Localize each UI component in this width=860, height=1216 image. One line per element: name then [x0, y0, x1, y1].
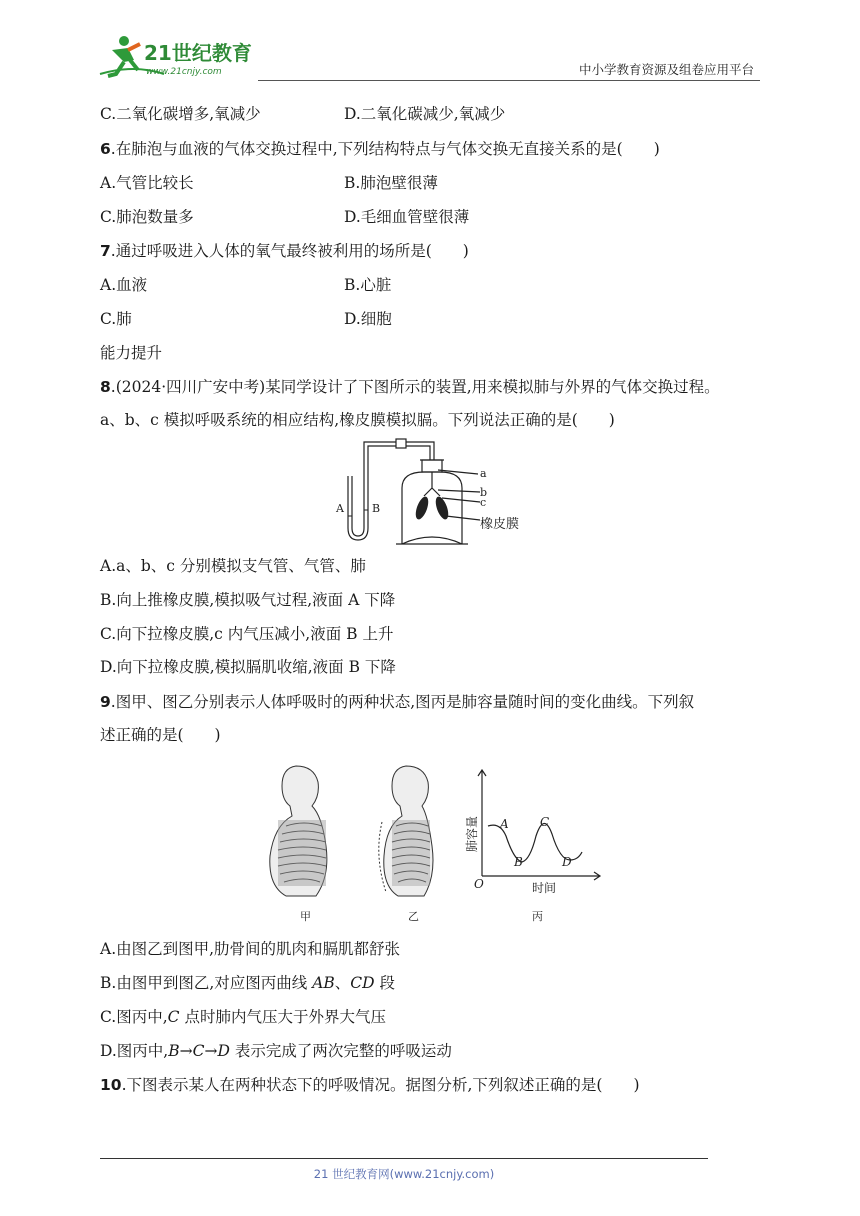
- q8-option-b: B.向上推橡皮膜,模拟吸气过程,液面 A 下降: [100, 591, 396, 609]
- label-c: c: [480, 496, 487, 509]
- q9-d-pre: D.图丙中,: [100, 1042, 169, 1060]
- caption-bing: 丙: [532, 910, 543, 923]
- q9-d-post: 表示完成了两次完整的呼吸运动: [229, 1042, 452, 1060]
- q6-stem-text: .在肺泡与血液的气体交换过程中,下列结构特点与气体交换无直接关系的是( ): [110, 140, 660, 158]
- q8-number: 8: [100, 378, 111, 396]
- q5-option-d: D.二氧化碳减少,氧减少: [344, 105, 506, 123]
- point-B-label: B: [514, 855, 523, 869]
- label-A: A: [336, 502, 344, 515]
- point-A-label: A: [500, 817, 509, 831]
- q9-c-point: C: [167, 1008, 180, 1026]
- section-title: 能力提升: [100, 344, 163, 362]
- q9-b-ab: AB: [312, 974, 335, 992]
- q8-option-c: C.向下拉橡皮膜,c 内气压减小,液面 B 上升: [100, 625, 394, 643]
- q8-stem-line1: [100, 377, 720, 397]
- q8-stem-line2: a、b、c 模拟呼吸系统的相应结构,橡皮膜模拟膈。下列说法正确的是( ): [100, 411, 615, 429]
- point-D-label: D: [562, 855, 572, 869]
- q9-stem-text1: .图甲、图乙分别表示人体呼吸时的两种状态,图丙是肺容量随时间的变化曲线。下列叙: [110, 693, 695, 711]
- q9-option-a: A.由图乙到图甲,肋骨间的肌肉和膈肌都舒张: [100, 940, 401, 958]
- q7-option-c: C.肺: [100, 310, 132, 328]
- point-C-label: C: [540, 815, 550, 829]
- q9-d-seq: B→C→D: [168, 1042, 230, 1060]
- lung-volume-chart: [478, 770, 600, 880]
- q7-number: 7: [100, 242, 111, 260]
- q9-stem-line2: 述正确的是( ): [100, 726, 221, 744]
- q9-stem-line1: [100, 692, 694, 712]
- q9-breathing-figure: [256, 756, 608, 926]
- q9-number: 9: [100, 693, 111, 711]
- q8-option-d: D.向下拉橡皮膜,模拟膈肌收缩,液面 B 下降: [100, 658, 396, 676]
- q8-option-a: A.a、b、c 分别模拟支气管、气管、肺: [100, 557, 366, 575]
- caption-jia: 甲: [300, 910, 311, 923]
- q7-option-a: A.血液: [100, 276, 148, 294]
- q10-stem: [100, 1075, 640, 1095]
- q9-option-b: [100, 973, 395, 993]
- q8-apparatus-figure: [326, 436, 532, 548]
- q6-option-a: A.气管比较长: [100, 174, 194, 192]
- label-B: B: [372, 502, 381, 515]
- q9-c-pre: C.图丙中,: [100, 1008, 168, 1026]
- torso-yi-figure: [379, 766, 433, 896]
- origin-label: O: [474, 877, 484, 891]
- logo-url: www.21cnjy.com: [146, 67, 222, 77]
- logo: [94, 34, 264, 80]
- footer-text: 21 世纪教育网(www.21cnjy.com): [313, 1167, 495, 1181]
- logo-text: 21世纪教育: [144, 41, 252, 65]
- y-axis: [478, 770, 486, 876]
- footer-divider: [100, 1158, 708, 1159]
- q6-stem: [100, 139, 660, 159]
- q6-option-d: D.毛细血管壁很薄: [344, 208, 470, 226]
- q8-stem-text1: .(2024·四川广安中考)某同学设计了下图所示的装置,用来模拟肺与外界的气体交换过程。: [110, 378, 720, 396]
- label-a: a: [480, 467, 487, 480]
- caption-yi: 乙: [408, 910, 419, 923]
- q7-stem-text: .通过呼吸进入人体的氧气最终被利用的场所是( ): [110, 242, 469, 260]
- q9-b-cd: CD: [350, 974, 375, 992]
- q6-option-b: B.肺泡壁很薄: [344, 174, 438, 192]
- q9-b-mid: 、: [334, 974, 351, 992]
- torso-jia-figure: [270, 766, 327, 896]
- x-axis: [482, 872, 600, 880]
- q10-number: 10: [100, 1076, 122, 1094]
- q6-option-c: C.肺泡数量多: [100, 208, 194, 226]
- label-b: b: [480, 486, 488, 499]
- q9-b-pre: B.由图甲到图乙,对应图丙曲线: [100, 974, 313, 992]
- x-axis-label: 时间: [532, 881, 557, 895]
- q9-option-d: [100, 1041, 452, 1061]
- q7-option-d: D.细胞: [344, 310, 392, 328]
- q5-option-c: C.二氧化碳增多,氧减少: [100, 105, 261, 123]
- q7-option-b: B.心脏: [344, 276, 392, 294]
- q9-c-post: 点时肺内气压大于外界大气压: [179, 1008, 386, 1026]
- q7-stem: [100, 241, 469, 261]
- q10-stem-text: .下图表示某人在两种状态下的呼吸情况。据图分析,下列叙述正确的是( ): [121, 1076, 640, 1094]
- q6-number: 6: [100, 140, 111, 158]
- q9-b-post: 段: [374, 974, 396, 992]
- header-platform-text: 中小学教育资源及组卷应用平台: [578, 62, 754, 77]
- label-membrane: 橡皮膜: [480, 517, 520, 532]
- u-tube-outer: [348, 454, 368, 540]
- y-axis-label: 肺容量: [465, 815, 479, 852]
- q9-option-c: [100, 1007, 386, 1027]
- header-divider: [258, 80, 760, 81]
